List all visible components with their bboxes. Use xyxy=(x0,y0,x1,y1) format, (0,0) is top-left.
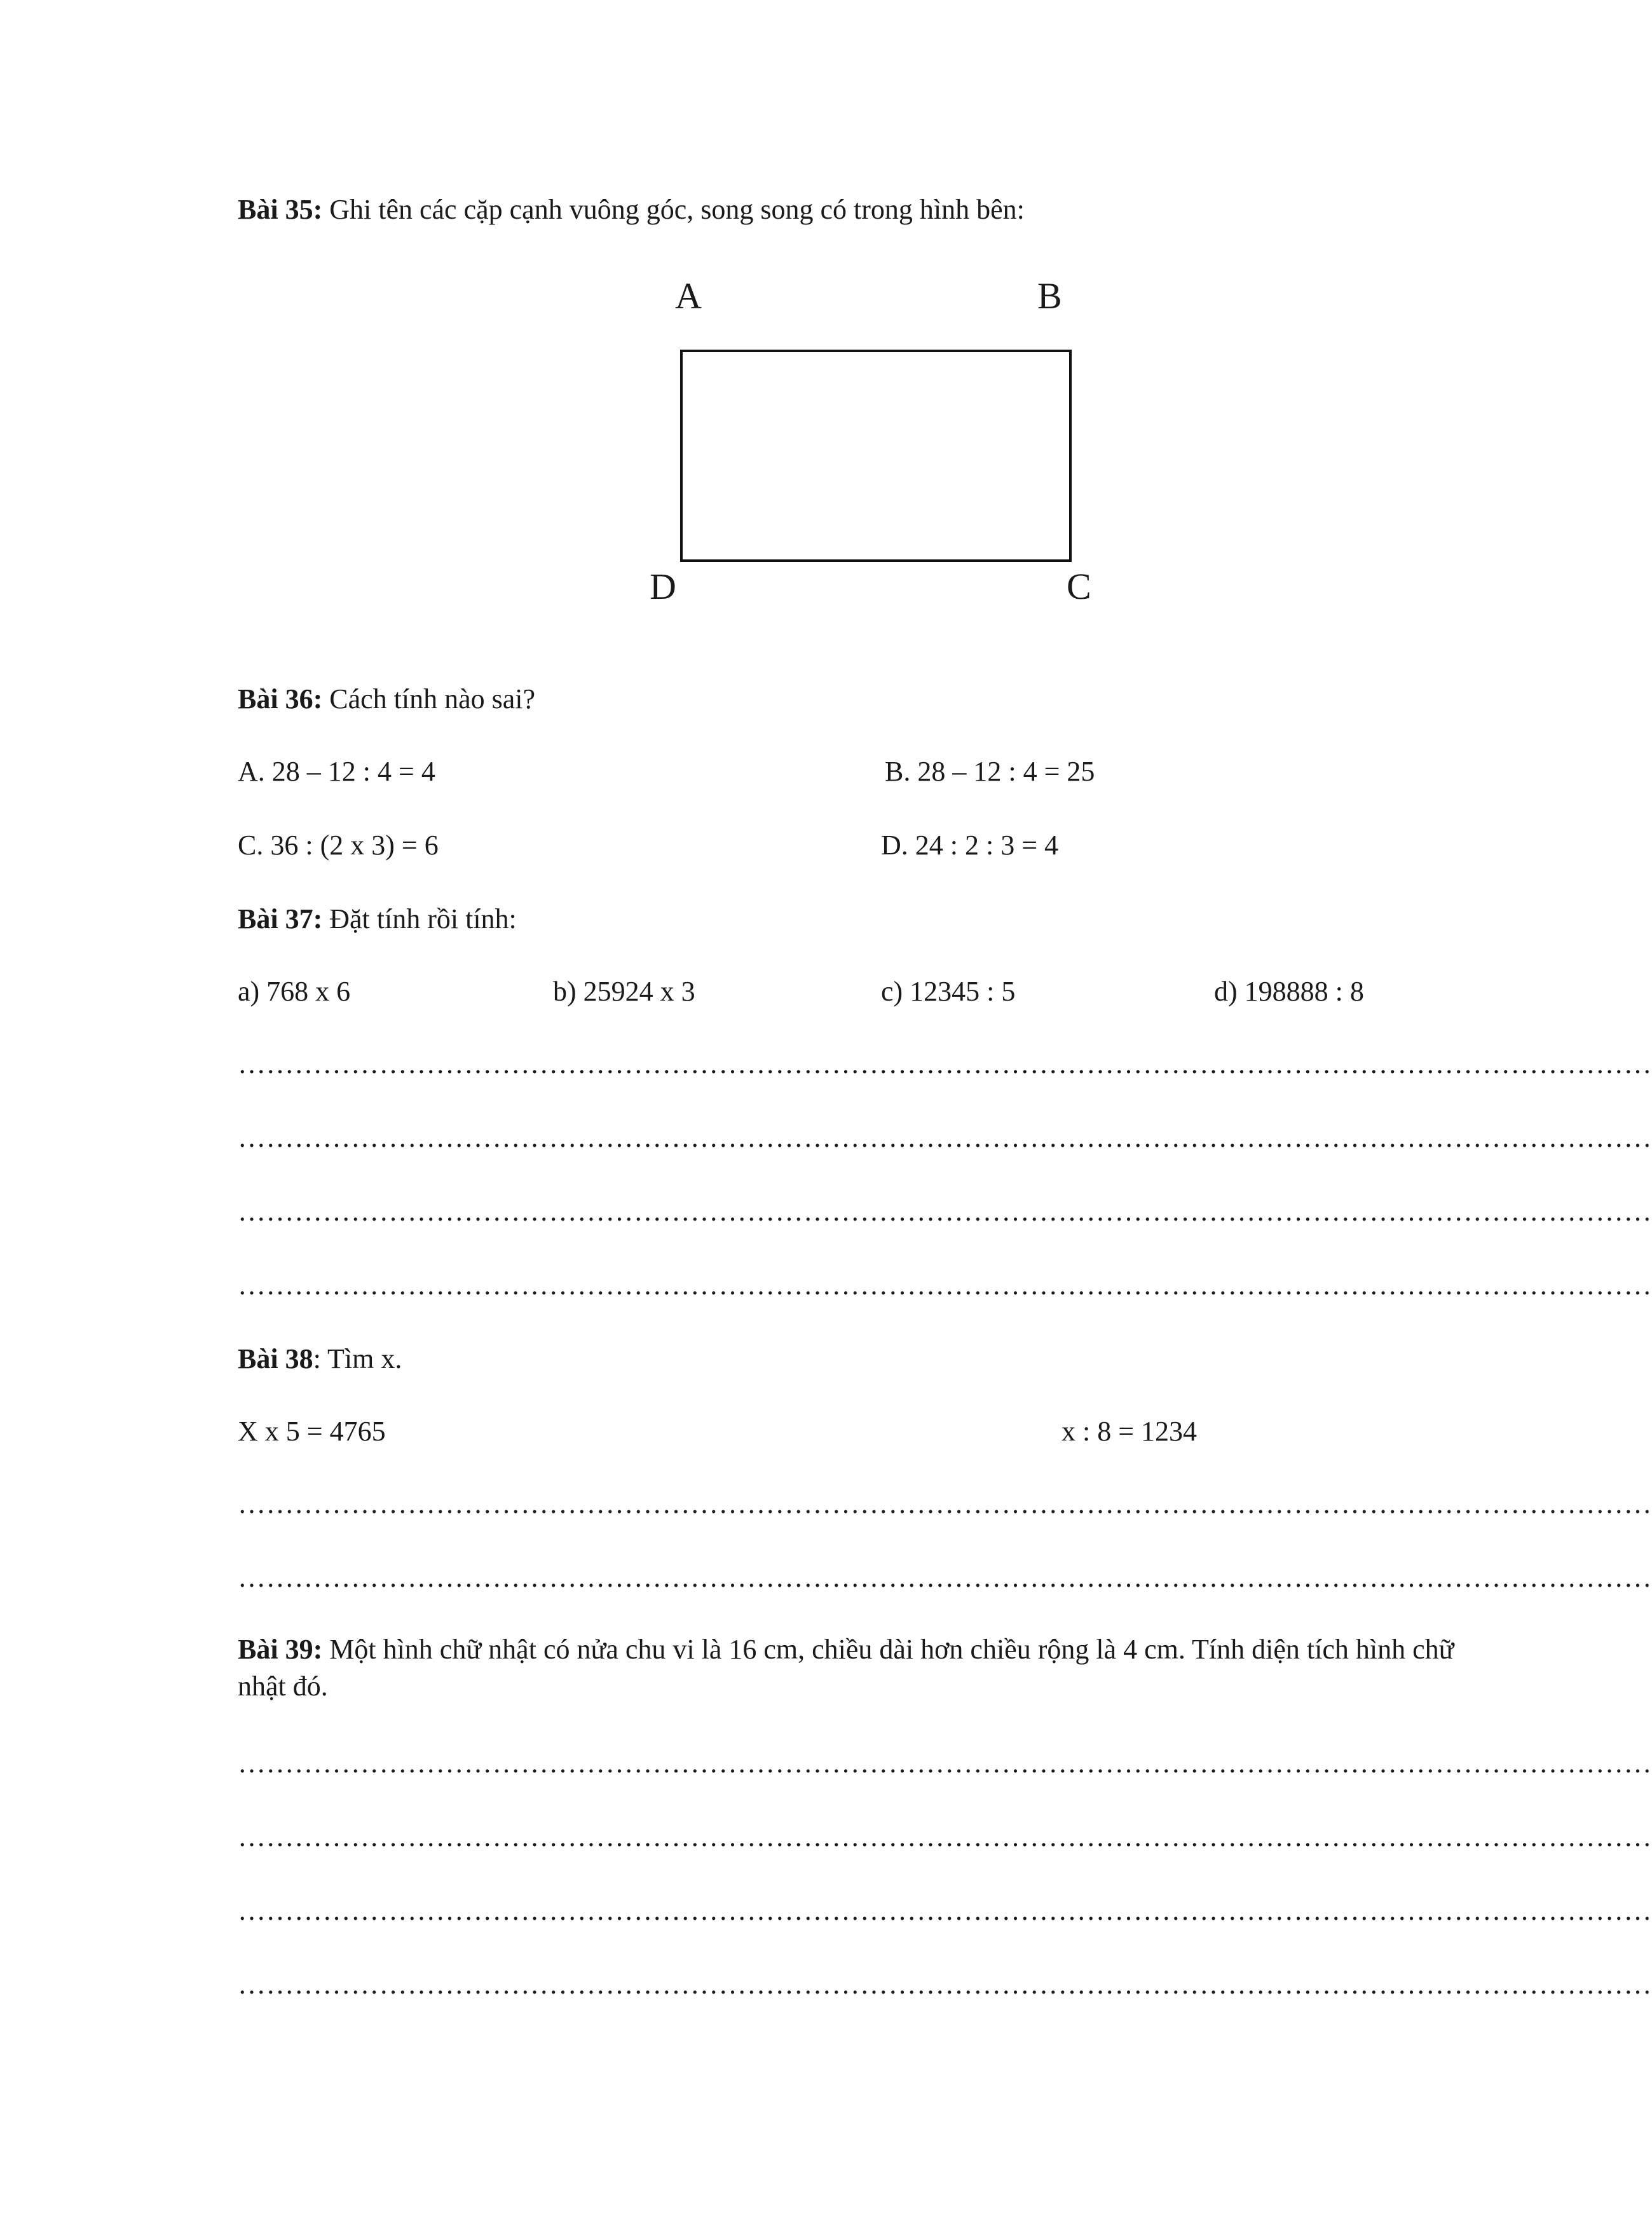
bai35-text: Ghi tên các cặp cạnh vuông góc, song song có trong hình bên: xyxy=(322,194,1025,225)
bai38-label: Bài 38 xyxy=(238,1343,313,1374)
answer-dotted-line: …………………………………………………………………………………………………………………………………… xyxy=(238,1269,1652,1301)
bai39-text: Một hình chữ nhật có nửa chu vi là 16 cm, chiều dài hơn chiều rộng là 4 cm. Tính diện tích hình chữ nhật đó. xyxy=(238,1634,1454,1702)
bai37-item-d: d) 198888 : 8 xyxy=(1214,976,1364,1007)
bai39-label: Bài 39: xyxy=(238,1634,323,1665)
rectangle-abcd xyxy=(681,351,1070,561)
bai37-heading xyxy=(238,905,517,933)
bai38-item-1: X x 5 = 4765 xyxy=(238,1416,386,1447)
bai35-label: Bài 35: xyxy=(238,194,323,225)
bai36-option-b: B. 28 – 12 : 4 = 25 xyxy=(885,756,1095,787)
answer-dotted-line: …………………………………………………………………………………………………………………………………… xyxy=(238,1048,1652,1079)
answer-dotted-line: …………………………………………………………………………………………………………………………………… xyxy=(238,1821,1652,1852)
bai36-option-c: C. 36 : (2 x 3) = 6 xyxy=(238,830,439,861)
answer-dotted-line: …………………………………………………………………………………………………………………………………… xyxy=(238,1895,1652,1926)
answer-dotted-line: …………………………………………………………………………………………………………………………………… xyxy=(238,1488,1652,1519)
answer-dotted-line: …………………………………………………………………………………………………………………………………… xyxy=(238,1196,1652,1227)
bai36-heading xyxy=(238,685,535,713)
bai37-text: Đặt tính rồi tính: xyxy=(322,903,517,934)
bai35-heading xyxy=(238,196,1025,224)
vertex-label-b: B xyxy=(1037,275,1062,317)
bai36-option-d: D. 24 : 2 : 3 = 4 xyxy=(881,830,1059,861)
bai36-text: Cách tính nào sai? xyxy=(322,683,536,715)
answer-dotted-line: …………………………………………………………………………………………………………………………………… xyxy=(238,1562,1652,1593)
vertex-label-c: C xyxy=(1067,566,1091,607)
bai37-item-c: c) 12345 : 5 xyxy=(881,976,1016,1007)
vertex-label-d: D xyxy=(650,566,676,607)
answer-dotted-line: …………………………………………………………………………………………………………………………………… xyxy=(238,1122,1652,1153)
bai37-label: Bài 37: xyxy=(238,903,323,934)
bai36-option-a: A. 28 – 12 : 4 = 4 xyxy=(238,756,435,787)
bai38-item-2: x : 8 = 1234 xyxy=(1062,1416,1198,1447)
answer-dotted-line: …………………………………………………………………………………………………………………………………… xyxy=(238,1748,1652,1779)
bai38-heading xyxy=(238,1345,402,1373)
bai36-label: Bài 36: xyxy=(238,683,323,715)
rectangle-abcd-figure xyxy=(636,273,1131,610)
bai37-item-a: a) 768 x 6 xyxy=(238,976,351,1007)
bai38-text: : Tìm x. xyxy=(313,1343,402,1374)
vertex-label-a: A xyxy=(675,275,702,317)
bai39-paragraph xyxy=(238,1631,1477,1705)
answer-dotted-line: …………………………………………………………………………………………………………………………………… xyxy=(238,1969,1652,2000)
bai37-item-b: b) 25924 x 3 xyxy=(553,976,695,1007)
